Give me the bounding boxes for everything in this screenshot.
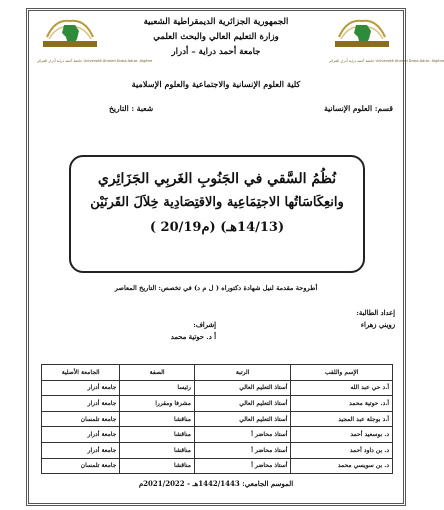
supervisor-label: إشراف: — [193, 321, 216, 329]
jury-header-rank: الرتبة — [194, 365, 291, 381]
jury-role: مشرفا ومقررا — [120, 396, 195, 412]
thesis-title-line2: وانعِكَاسَاتُها الاجتِمَاعِية والاقتِصَادِية خِلاَلَ القَرنَيْن — [90, 195, 344, 210]
jury-university: جامعة أدرار — [42, 380, 120, 396]
jury-name: أ.د حي عبد الله — [291, 380, 393, 396]
university-logo-right — [329, 15, 444, 63]
document-header — [109, 15, 323, 60]
jury-rank: أستاذ محاضر أ — [194, 458, 291, 474]
jury-header-name: الإسم واللقب — [291, 365, 393, 381]
table-row — [42, 458, 393, 474]
jury-rank: أستاذ محاضر أ — [194, 427, 291, 443]
table-row — [42, 380, 393, 396]
thesis-title-box — [69, 155, 365, 273]
jury-university: جامعة تلمسان — [42, 411, 120, 427]
africa-map-icon — [37, 15, 103, 55]
jury-header-university: الجامعة الأصلية — [42, 365, 120, 381]
jury-rank: أستاذ التعليم العالي — [194, 380, 291, 396]
jury-university: جامعة أدرار — [42, 427, 120, 443]
table-row — [42, 411, 393, 427]
thesis-title-line1: نُظُمُ السَّقي في الجَنُوبِ الغَربِي الجَزَائِري — [97, 171, 337, 187]
department-row — [39, 104, 393, 113]
logo-text-right: جامعة أحمد دراية أدرار الجزائر Université Ahmed Draia-Adrar- Algérie — [329, 59, 444, 63]
student-name: زويني زهراء — [360, 321, 395, 329]
jury-header-row — [42, 365, 393, 381]
thesis-title-line3: ( 20/19م) (14/13هـ) — [149, 220, 285, 235]
thesis-note: أطروحة مقدمة لنيل شهادة دكتوراه ( ل م د) في تخصص: التاريخ المعاصر — [114, 284, 318, 292]
table-row — [42, 442, 393, 458]
jury-table — [41, 364, 393, 474]
jury-role: مناقشا — [120, 411, 195, 427]
africa-map-icon — [329, 15, 395, 55]
ministry-name: وزارة التعليم العالي والبحث العلمي — [153, 32, 279, 42]
jury-role: مناقشا — [120, 427, 195, 443]
jury-rank: أستاذ التعليم العالي — [194, 411, 291, 427]
jury-role: رئيسا — [120, 380, 195, 396]
jury-university: جامعة أدرار — [42, 396, 120, 412]
author-info — [37, 309, 395, 345]
supervisor-name: أ د. حوتية محمد — [170, 333, 216, 341]
faculty-name: كلية العلوم الإنسانية والاجتماعية والعلوم الإسلامية — [131, 79, 301, 89]
jury-rank: أستاذ التعليم العالي — [194, 396, 291, 412]
jury-role: مناقشا — [120, 458, 195, 474]
academic-season: الموسم الجامعي: 1442/1443هـ - 2021/2022م — [138, 479, 294, 488]
jury-university: جامعة تلمسان — [42, 458, 120, 474]
jury-rank: أستاذ محاضر أ — [194, 442, 291, 458]
jury-name: أ.د. حوتية محمد — [291, 396, 393, 412]
republic-name: الجمهورية الجزائرية الديمقراطية الشعبية — [143, 17, 289, 27]
table-row — [42, 396, 393, 412]
jury-name: د. بن داود أحمد — [291, 442, 393, 458]
branch-label: شعبة : التاريخ — [109, 104, 154, 113]
jury-role: مناقشا — [120, 442, 195, 458]
department-label: قسم: العلوم الإنسانية — [324, 104, 393, 113]
table-row — [42, 427, 393, 443]
university-logo-left — [37, 15, 153, 63]
jury-name: أ.د بوجلة عبد المجيد — [291, 411, 393, 427]
jury-header-role: الصفة — [120, 365, 195, 381]
jury-name: د. بن سويسي محمد — [291, 458, 393, 474]
student-label: إعداد الطالبة: — [356, 309, 395, 317]
jury-name: د. بوسعيد أحمد — [291, 427, 393, 443]
logo-text-left: جامعة أحمد دراية أدرار الجزائر Université Ahmed Draia-Adrar- Algérie — [37, 59, 153, 63]
document-page — [26, 8, 444, 506]
university-name: جامعة أحمد دراية – أدرار — [171, 47, 261, 57]
jury-university: جامعة أدرار — [42, 442, 120, 458]
